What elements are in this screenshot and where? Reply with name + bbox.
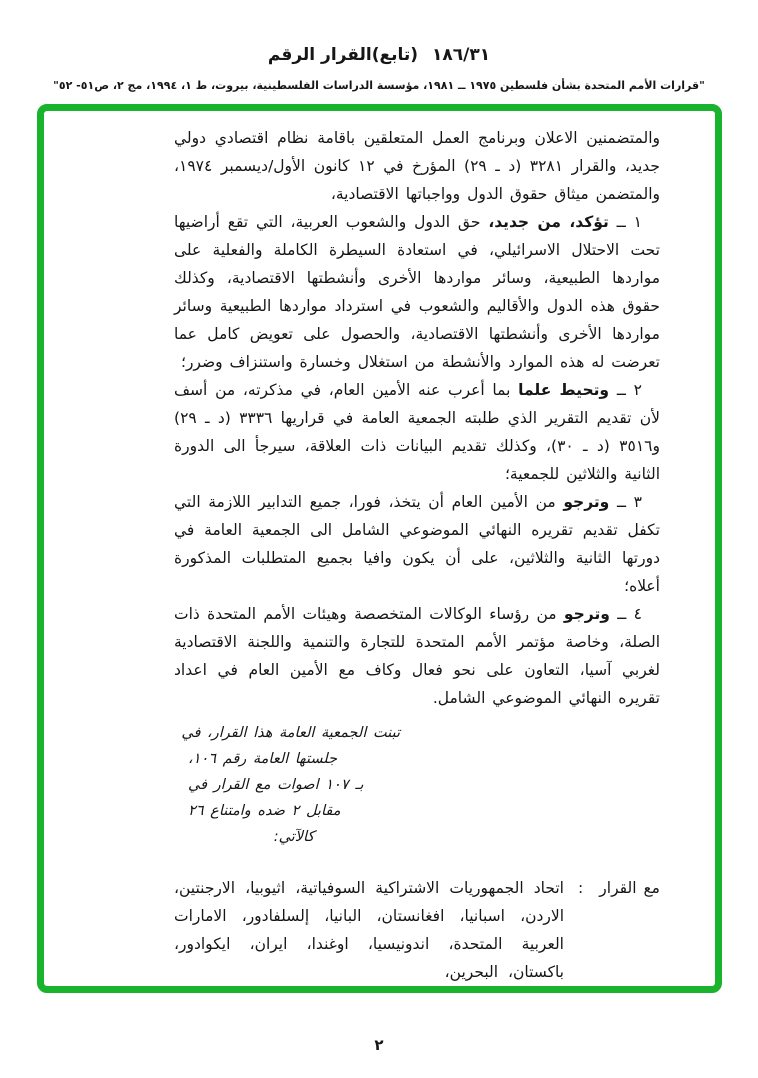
adoption-line: مقابل ٢ ضده وامتناع ٢٦	[188, 803, 341, 819]
paragraph-number: ٤ ــ	[617, 605, 642, 623]
vote-countries-in-favour: اتحاد الجمهوريات الاشتراكية السوفياتية، اثيوبيا، الارجنتين، الاردن، اسبانيا، افغانستان، البانيا، إلسلفادور، الامارات العربية المتحدة، اندونيسيا، اوغندا، ايران، ايكوادور، باكستان، البحرين،	[174, 879, 564, 981]
page-header	[0, 0, 758, 93]
vote-label	[564, 874, 660, 986]
source-citation: "قرارات الأمم المتحدة بشأن فلسطين ١٩٧٥ ــ ١٩٨١، مؤسسة الدراسات الفلسطينية، بيروت، ط ١، ١٩٩٤، مج ٢، ص٥١- ٥٢"	[53, 79, 705, 92]
paragraph-verb: تؤكد، من جديد،	[488, 213, 609, 231]
vote-label-colon: :	[578, 879, 584, 897]
adoption-line: تبنت الجمعية العامة هذا القرار، في	[181, 725, 400, 741]
paragraph-text: من الأمين العام أن يتخذ، فورا، جميع التدابير اللازمة التي تكفل تقديم تقريره النهائي الموضوعي الشامل الى الجمعية العامة في دورتها الثانية والثلاثين، على أن يكون وافيا بجميع المتطلبات المذكورة أعلاه؛	[174, 493, 660, 595]
paragraph-verb: وترجو	[563, 605, 610, 623]
paragraph-verb: وترجو	[563, 493, 610, 511]
paragraph-operative-4	[174, 600, 660, 712]
paragraph-number: ١ ــ	[616, 213, 642, 231]
vote-record	[174, 874, 660, 986]
vote-label-text: مع القرار	[599, 879, 660, 897]
paragraph-text: من رؤساء الوكالات المتخصصة وهيئات الأمم المتحدة ذات الصلة، وخاصة مؤتمر الأمم المتحدة للتجارة والتنمية واللجنة الاقتصادية لغربي آسيا، التعاون على نحو فعال وكاف مع الأمين العام في اعداد تقريره النهائي الموضوعي الشامل.	[174, 605, 660, 707]
paragraph-verb: وتحيط علما	[518, 381, 610, 399]
paragraph-number: ٣ ــ	[616, 493, 642, 511]
paragraph-number: ٢ ــ	[616, 381, 642, 399]
paragraph-text: بما أعرب عنه الأمين العام، في مذكرته، من أسف لأن تقديم التقرير الذي طلبته الجمعية العامة في قراريها ٣٣٣٦ (د ـ ٢٩) و٣٥١٦ (د ـ ٣٠)، وكذلك تقديم البيانات ذات العلاقة، سيرجأ الى الدورة الثانية والثلاثين للجمعية؛	[174, 381, 660, 483]
resolution-body	[174, 124, 660, 986]
resolution-title	[0, 42, 758, 68]
paragraph-text: حق الدول والشعوب العربية، التي تقع أراضيها تحت الاحتلال الاسرائيلي، في استعادة السيطرة الكاملة والفعلية على مواردها الطبيعية، وسائر مواردها الأخرى وأنشطتها الاقتصادية، وكذلك حقوق هذه الدول والأقاليم والشعوب في استرداد مواردها الطبيعية وسائر مواردها الأخرى وأنشطتها الاقتصادية، والحصول على تعويض كامل عما تعرضت له هذه الموارد والأنشطة من استغلال وخسارة واستنزاف وضرر؛	[174, 213, 660, 371]
page-number: ٢	[374, 1036, 384, 1054]
adoption-note	[181, 720, 400, 850]
adoption-line: بـ ١٠٧ اصوات مع القرار في	[188, 777, 364, 793]
paragraph-operative-2	[174, 376, 660, 488]
paragraph-operative-3	[174, 488, 660, 600]
resolution-title-number: ١٨٦/٣١	[432, 45, 491, 65]
resolution-title-text: (تابع)القرار الرقم	[267, 45, 418, 65]
adoption-line: جلستها العامة رقم ١٠٦،	[188, 751, 338, 767]
adoption-line: كالآتي:	[273, 829, 315, 845]
paragraph-operative-1	[174, 208, 660, 376]
content-border-frame	[37, 104, 722, 993]
paragraph-intro: والمتضمنين الاعلان وبرنامج العمل المتعلقين باقامة نظام اقتصادي دولي جديد، والقرار ٣٢٨١ (د ـ ٢٩) المؤرخ في ١٢ كانون الأول/ديسمبر ١٩٧٤، والمتضمن ميثاق حقوق الدول وواجباتها الاقتصادية،	[174, 129, 660, 203]
